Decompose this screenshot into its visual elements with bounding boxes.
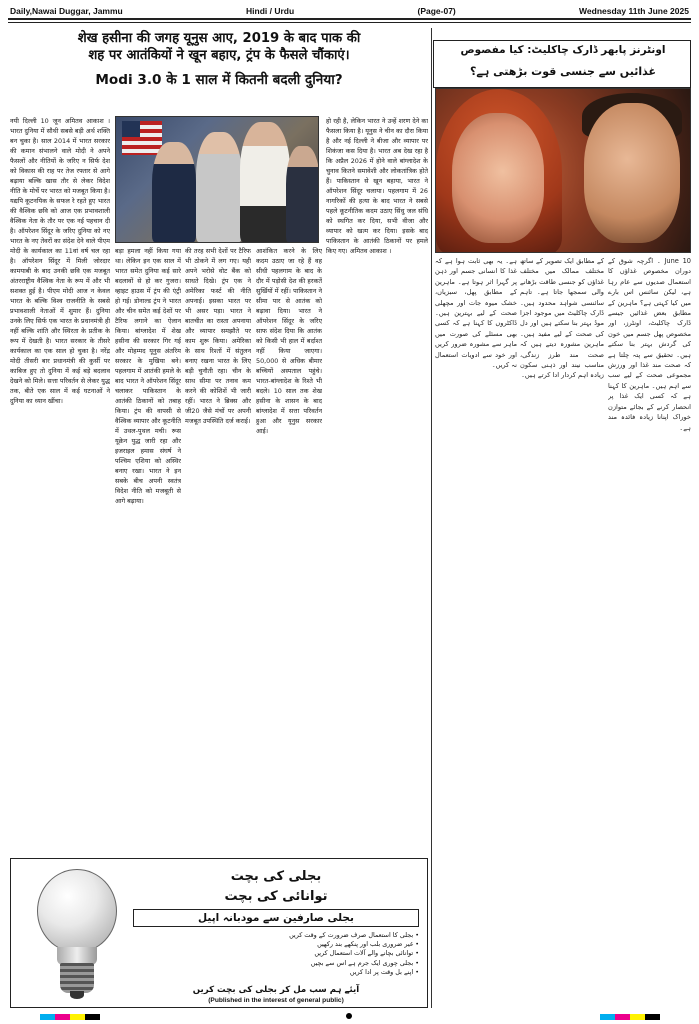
ad-appeal-item: • غیر ضروری بلب اور پنکھے بند رکھیں bbox=[135, 940, 419, 949]
photo-figure-center bbox=[196, 132, 242, 242]
light-bulb-icon bbox=[33, 869, 121, 1001]
article-column-5 bbox=[326, 116, 428, 856]
ad-title-2: توانائی کی بچت bbox=[224, 889, 328, 904]
urdu-column-c-text: ہے۔ یہ بھی ثابت ہوا ہے کہ غذا کا انسانی جسم اور ذہن پر گہرا اثر ہوتا ہے۔ ماہرین کے مطابق پھل، سبزیاں، خشک میوہ جات اور مچھلی صحت کے لیے بہترین ہیں۔ ڈاکٹروں کا کہنا ہے کہ کسی بھی مسئلے کی صورت میں ماہر سے مشورہ ضرور کریں اور خود سے ادویات استعمال نہ کریں۔ bbox=[435, 257, 517, 370]
masthead bbox=[8, 4, 691, 20]
color-registration-strip bbox=[600, 1014, 660, 1020]
urdu-column-b bbox=[520, 256, 604, 1008]
photo-figure-left bbox=[152, 142, 196, 242]
ad-appeal-list bbox=[135, 931, 419, 977]
modi-yunus-photo bbox=[115, 116, 319, 243]
article-column-5-text: हो रही है, लेकिन भारत ने उन्हें शरण देने का फैसला किया है। यूनुस ने चीन का दौरा किया है और नई दिल्ली ने बीजा और व्यापार पर शिकंजा कस दिया है। भारत अब देख रहा है कि अप्रैल 2026 में होने वाले बांग्लादेश के चुनाव कितने समावेशी और लोकतांत्रिक होते हैं। पाकिस्तान से खून बहाया, भारत ने ऑपरेशन सिंदूर चलाया। पहलगाम में 26 नागरिकों की हत्या के बाद भारत ने सबसे पहले कूटनीतिक कदम उठाए सिंधु जल संधि को स्थगित कर दिया, सभी वीजा और व्यापार को खत्म कर दिया। इसके बाद पाकिस्तान के आतंकी ठिकानों पर हमले किए गए। अमितव आकाश । bbox=[326, 117, 428, 255]
ad-title-1: بجلی کی بچت bbox=[230, 869, 322, 884]
woman-face-graphic bbox=[452, 113, 544, 243]
ad-appeal-item: • بجلی کا استعمال صرف ضرورت کے وقت کریں bbox=[135, 931, 419, 940]
us-flag-graphic bbox=[122, 121, 162, 155]
masthead-paper-name: Daily,Nawai Duggar, Jammu bbox=[10, 6, 123, 16]
ad-banner: بجلی صارفین سے مودبانہ اپیل bbox=[133, 909, 419, 927]
ad-appeal-item: • توانائی بچانے والے آلات استعمال کریں bbox=[135, 949, 419, 958]
urdu-headline-panel bbox=[433, 40, 691, 88]
headline-line-1a: शेख हसीना की जगह यूनुस आए, 2019 के बाद पाक की bbox=[77, 31, 361, 46]
urdu-column-b-text: کے مطابق ایک تصویر کے ساتھ مختلف ممالک میں مختلف غذاؤں کو جنسی طاقت بڑھانے والی سمجھا جاتا ہے۔ تاہم سائنسی شواہد محدود ہیں۔ ڈارک چاکلیٹ میں موجود اجزا موڈ بہتر بنا سکتے ہیں اور دل کی صحت کے لیے مفید ہیں۔ ماہرین مشورہ دیتے ہیں کہ صحت مند طرز زندگی، مناسب نیند اور ذہنی سکون زیادہ اہم کردار ادا کرتے ہیں۔ bbox=[520, 257, 604, 380]
urdu-column-a-text: 10 June ۔ اگرچہ شوق کے دوران مخصوص غذاؤں کا استعمال صدیوں سے عام رہا ہے، لیکن سائنس اس بارے میں کیا کہتی ہے؟ ماہرین کے مطابق بعض غذائیں جیسے ڈارک چاکلیٹ، اونٹرز، اور مخصوص پھل جسم میں خون کی گردش بہتر بنا سکتے ہیں۔ تحقیق سے پتہ چلتا ہے کہ صحت مند غذا اور ورزش مجموعی صحت کے لیے سب سے اہم ہیں۔ ماہرین کا کہنا ہے کہ کسی ایک غذا پر انحصار کرنے کے بجائے متوازن خوراک اپنانا زیادہ فائدہ مند ہے۔ bbox=[608, 257, 691, 432]
ad-appeal-item: • بجلی چوری ایک جرم ہے اس سے بچیں bbox=[135, 959, 419, 968]
headline-line-1b: शह पर आतंकियों ने खून बहाए, ट्रंप के फैसले चौंकाएं। bbox=[88, 48, 350, 64]
masthead-rule bbox=[8, 22, 691, 23]
urdu-column-c bbox=[435, 256, 517, 1008]
man-face-graphic bbox=[584, 103, 680, 243]
article-column-2 bbox=[115, 246, 181, 856]
registration-mark bbox=[346, 1013, 352, 1019]
masthead-page-number: (Page-07) bbox=[417, 6, 456, 16]
urdu-headline-subtitle: غذائیں سے جنسی قوت بڑھتی ہے؟ bbox=[470, 65, 656, 78]
article-column-4-text: आशंकित करने के लिए कदम उठाए जा रहे हैं वह सीधी पहलगाम के बाद के दौर में पड़ोसी देश की हरकतें सुर्खियों में रहीं। पाकिस्तान ने सीमा पार से आतंक को बढ़ावा दिया। भारत ने ऑपरेशन सिंदूर के जरिए साफ संदेश दिया कि आतंक को किसी भी हाल में बर्दाश्त नहीं किया जाएगा। 50,000 से अधिक बीमार बच्चियों अस्पताल पहुंचे। भारत-बांग्लादेश के रिश्ते भी बदले। 10 साल तक शेख हसीना के शासन के बाद बांग्लादेश में सत्ता परिवर्तन हुआ और यूनुस सरकार आई। bbox=[256, 247, 322, 435]
column-divider bbox=[431, 28, 432, 1008]
masthead-date: Wednesday 11th June 2025 bbox=[579, 6, 689, 16]
masthead-language: Hindi / Urdu bbox=[246, 6, 295, 16]
urdu-column-a bbox=[608, 256, 691, 1008]
ad-appeal-item: • اپنے بل وقت پر ادا کریں bbox=[135, 968, 419, 977]
electricity-saving-ad bbox=[10, 858, 428, 1008]
article-column-1 bbox=[10, 116, 110, 856]
article-column-4 bbox=[256, 246, 322, 856]
article-column-2-text: बड़ा हमला नहीं किया गया था। लेकिन इन एक साल में भारत समेत दुनिया कई सारे बदलावों से हो कर गुजरा। व्हाइट हाउस में ट्रंप की एंट्री हो गई। डोनाल्ड ट्रंप ने भारत और चीन समेत कई देशों पर टैरिफ लगाने का ऐलान किया। बांग्लादेश में शेख हसीना की सरकार गिर गई और मोहम्मद यूनुस अंतरिम सरकार के मुखिया बने। पहलगाम में आतंकी हमले के बाद भारत ने ऑपरेशन सिंदूर चलाकर पाकिस्तान के आतंकी ठिकानों को तबाह किया। ट्रंप की वापसी से वैश्विक व्यापार और कूटनीति में उथल-पुथल मची। रूस यूक्रेन युद्ध जारी रहा और इजराइल हमास संघर्ष ने पश्चिम एशिया को अस्थिर बनाए रखा। भारत ने इन सबके बीच अपनी स्वतंत्र विदेश नीति को मजबूती से आगे बढ़ाया। bbox=[115, 247, 181, 505]
main-headline bbox=[10, 30, 428, 90]
article-column-3-text: की तरह सभी देशों पर टैरिफ भी ठोकने में लग गए। यही अपने भरोसे वोट बैंक को साधते दिखे। ट्रंप एक ने अमेरिका फर्स्ट की नीति अपनाई। इसका भारत पर भी असर पड़ा। भारत ने बातचीत का रास्ता अपनाया और व्यापार समझौते पर काम शुरू किया। अमेरिका के साथ रिश्तों में संतुलन बनाए रखना भारत के लिए बड़ी चुनौती रहा। चीन के साथ सीमा पर तनाव कम करने की कोशिशें भी जारी रहीं। भारत ने ब्रिक्स और जी20 जैसे मंचों पर अपनी मजबूत उपस्थिति दर्ज कराई। bbox=[185, 247, 251, 425]
photo-figure-right bbox=[286, 146, 319, 242]
headline-line-2: Modi 3.0 के 1 साल में कितनी बदली दुनिया? bbox=[95, 72, 343, 89]
article-column-1-text: नयी दिल्ली 10 जून अमितव आकाश । भारत दुनिया में सौथी सबसे बड़ी अर्थ शक्ति बन चुका है। साल 2014 में भारत सरकार की कमान संभालने वाले मोदी ने अपने फैसलों और नीतियों के जरिए न सिर्फ देश को विकास की राह पर तेज रफ्तार से आगे बढ़ाया बल्कि खास तौर से लेकर विदेश नीति के मोर्चे पर भारत को मजबूत किया है। यद्यपि कूटनयिक के सफल रे रहते हुए भारत की वैश्विक छवि को आज एक प्रभावशाली वैश्विक नेता के तौर पर एक नई पहचान दी है। ऑपरेशन सिंदूर के जरिए दुनिया को नए भारत के नए तेवरों का संदेश देने वाले पीएम मोदी के कार्यकाल का 11वां वर्ष चल रहा है। ऑपरेशन सिंदूर में मिली जोरदार कामयाबी के बाद उनकी छवि एक मजबूत अंतरराष्ट्रीय वैश्विक नेता के रूप में और भी सशक्त हुई है। पीएम मोदी आज न केवल भारत के बल्कि विश्व राजनीति के सबसे प्रभावशाली नेताओं में शुमार हैं। दुनिया उनके लिए सिर्फ एक भारत के प्रधानमंत्री ही नहीं बल्कि शांति और स्थिरता के प्रतीक के रूप में देखती है। भारत सरकार के तीसरे कार्यकाल का एक साल हो चुका है। नरेंद्र मोदी तीसरी बार प्रधानमंत्री की कुर्सी पर काबिज हुए तो दुनिया में कई बड़े बदलाव देखने को मिले। सत्ता परिवर्तन से लेकर युद्ध तक, बीते एक साल में कई घटनाओं ने दुनिया का ध्यान खींचा। bbox=[10, 117, 110, 405]
couple-photo bbox=[435, 88, 691, 253]
ad-public-interest-note: (Published in the interest of general public) bbox=[208, 997, 344, 1004]
photo-figure-modi bbox=[240, 122, 290, 242]
color-registration-strip bbox=[40, 1014, 100, 1020]
article-column-3 bbox=[185, 246, 251, 856]
urdu-headline-title: اونٹرنز پابھر ڈارک چاکلیٹ: کیا مفصوص bbox=[460, 44, 666, 56]
ad-slogan: آیئے ہم سب مل کر بجلی کی بچت کریں bbox=[192, 985, 360, 995]
